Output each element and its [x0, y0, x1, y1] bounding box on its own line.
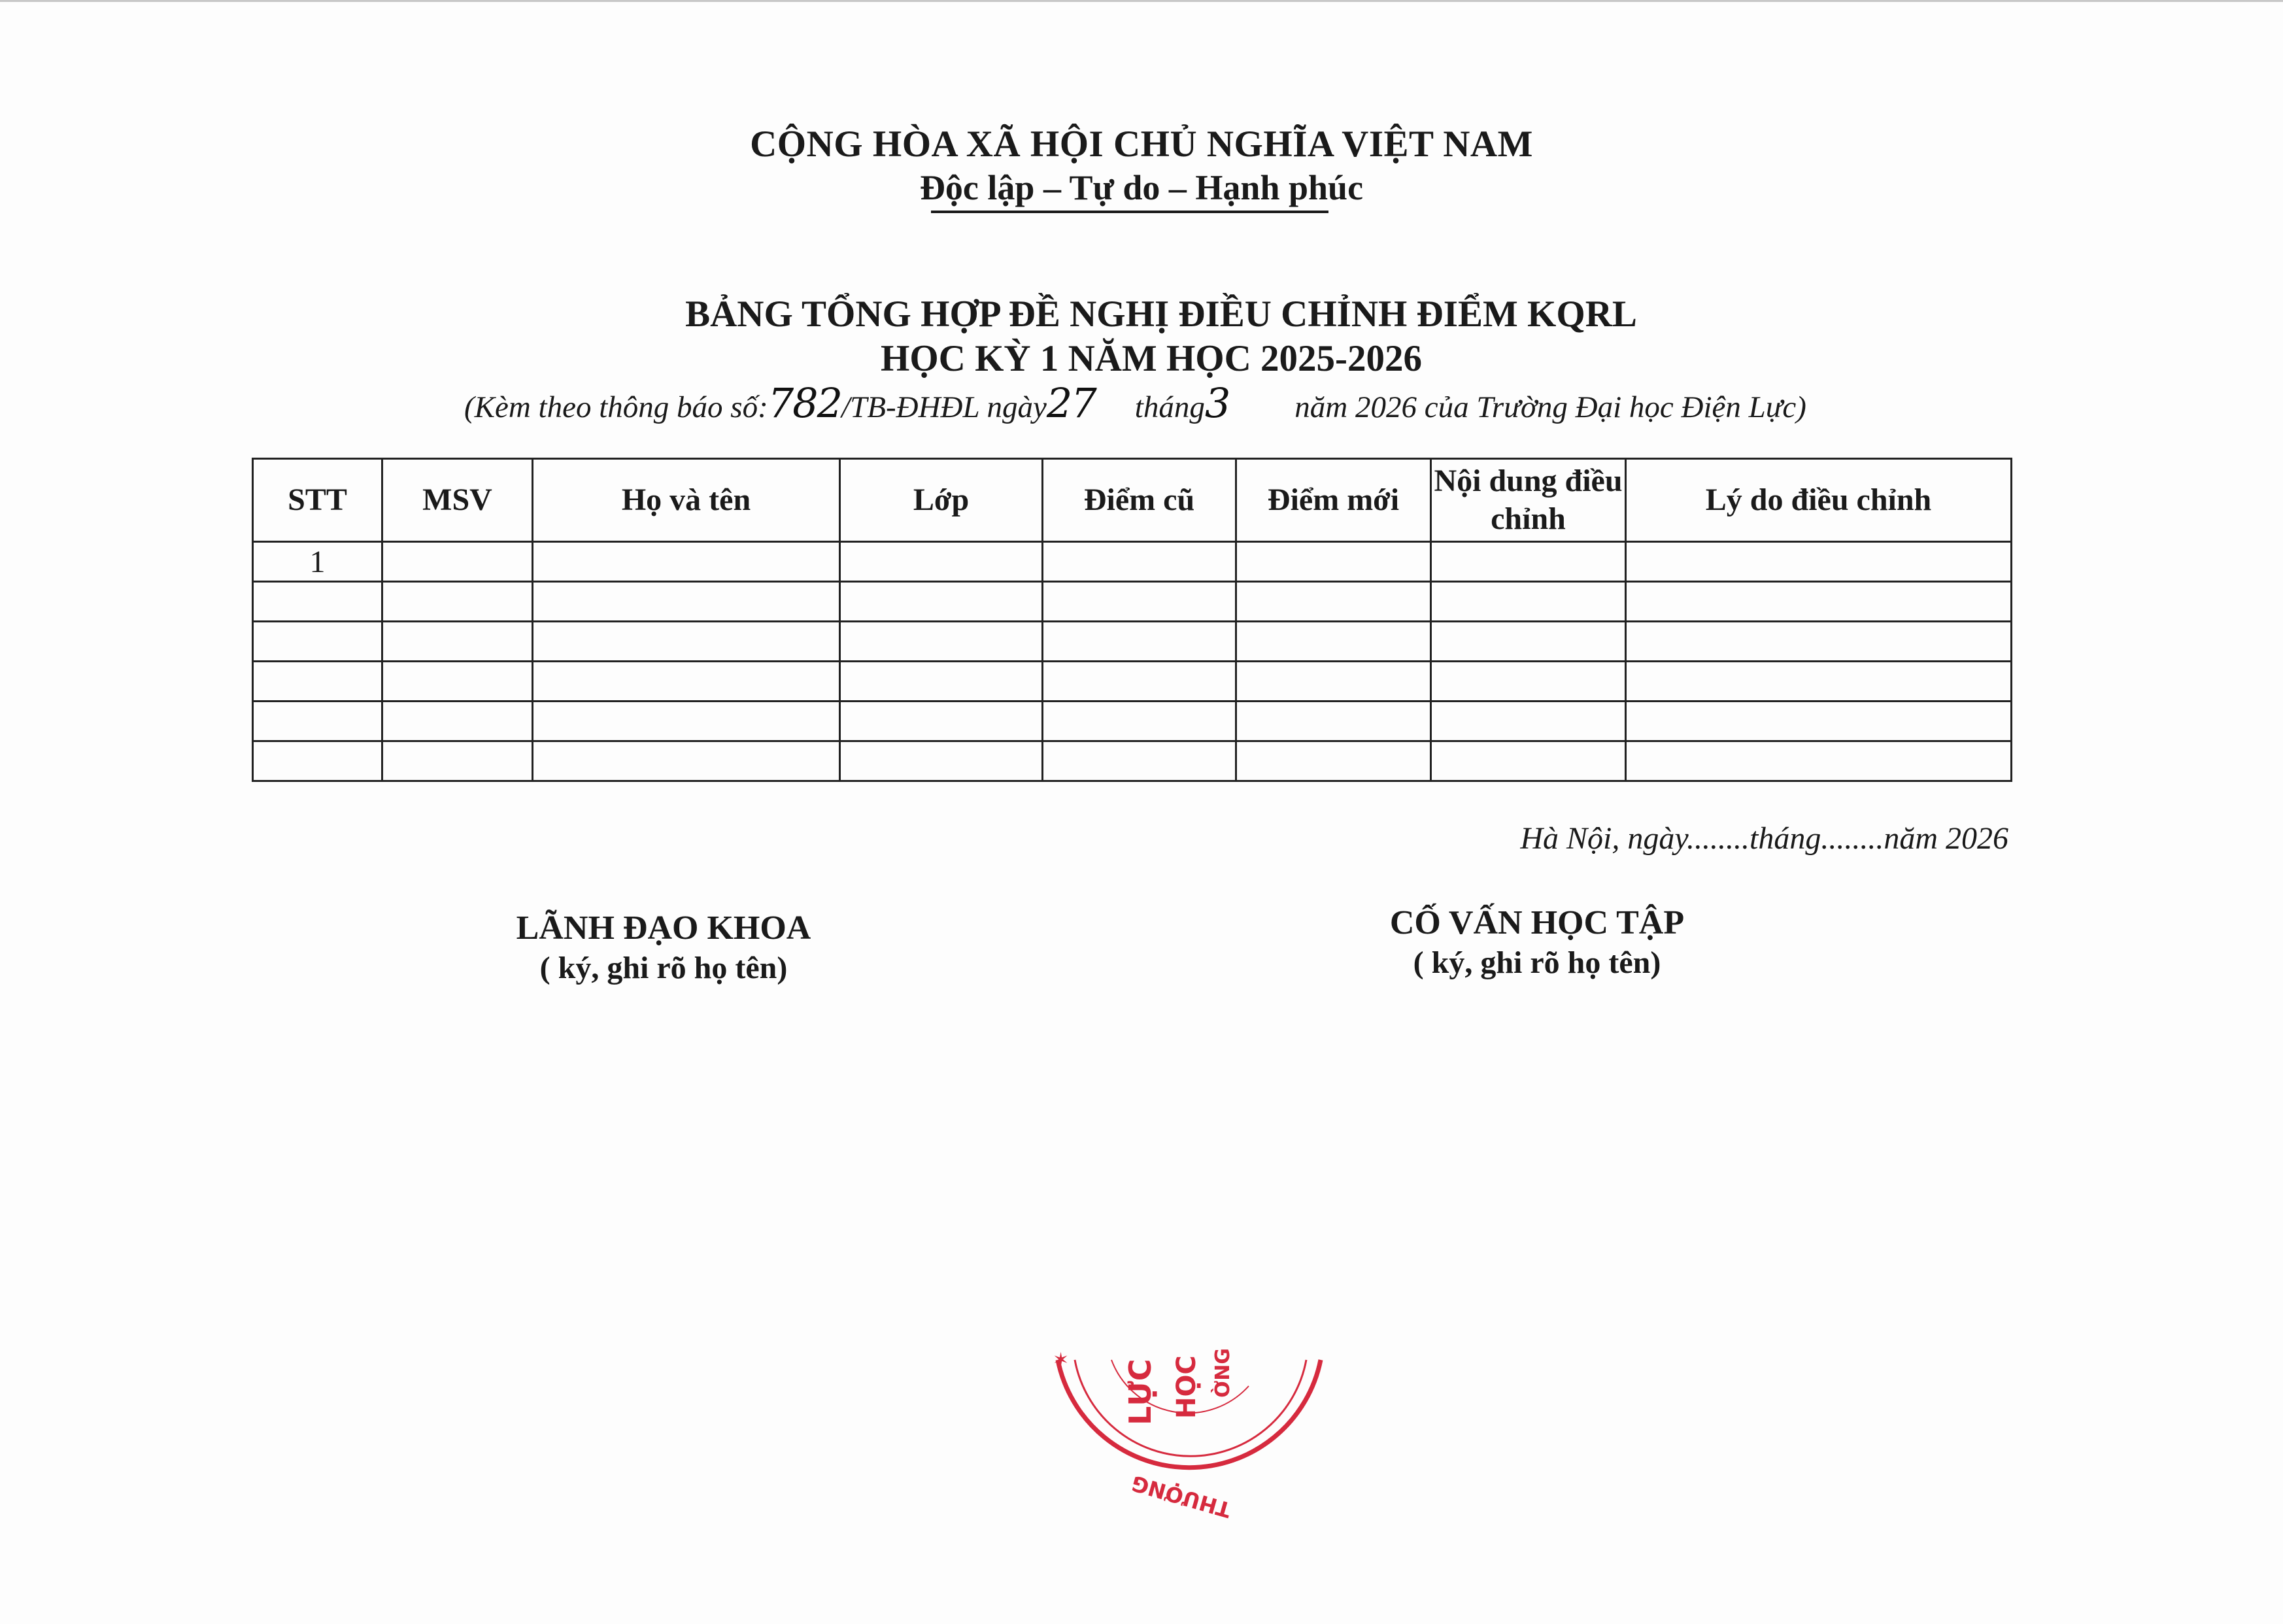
column-header: Lớp	[840, 459, 1043, 542]
table-cell	[1431, 702, 1626, 741]
table-cell	[382, 582, 533, 622]
table-cell	[533, 582, 840, 622]
table-cell	[533, 702, 840, 741]
handwritten-doc-number: 782	[768, 379, 842, 427]
table-cell	[533, 741, 840, 781]
table-cell	[1043, 662, 1236, 702]
national-motto: Độc lập – Tự do – Hạnh phúc	[919, 168, 1364, 207]
table-cell	[1236, 622, 1431, 662]
table-cell	[533, 542, 840, 582]
document-subtitle: HỌC KỲ 1 NĂM HỌC 2025-2026	[880, 338, 1423, 379]
table-cell	[840, 582, 1043, 622]
column-header: Họ và tên	[533, 459, 840, 542]
table-cell	[1236, 662, 1431, 702]
table-cell	[382, 542, 533, 582]
table-cell	[840, 542, 1043, 582]
seal-text-middle: LỰC	[1123, 1359, 1158, 1425]
svg-text:✶: ✶	[1053, 1349, 1070, 1372]
table-cell	[1431, 662, 1626, 702]
table-cell	[1431, 582, 1626, 622]
table-cell	[1236, 741, 1431, 781]
table-cell	[1626, 622, 2012, 662]
table-cell	[1043, 741, 1236, 781]
table-cell	[840, 702, 1043, 741]
table-cell	[840, 741, 1043, 781]
annex-reference	[464, 379, 1968, 427]
table-row	[253, 741, 2012, 781]
table-cell	[840, 662, 1043, 702]
table-cell	[382, 662, 533, 702]
table-row	[253, 622, 2012, 662]
table-cell	[840, 622, 1043, 662]
table-cell	[253, 582, 382, 622]
table-cell	[382, 741, 533, 781]
annex-doc-code: /TB-ĐHĐL ngày	[841, 390, 1047, 424]
table-cell	[1043, 622, 1236, 662]
faculty-leader-sign-note: ( ký, ghi rõ họ tên)	[539, 951, 788, 985]
table-cell	[1043, 582, 1236, 622]
table-cell	[1431, 542, 1626, 582]
document-title: BẢNG TỔNG HỢP ĐỀ NGHỊ ĐIỀU CHỈNH ĐIỂM KQRL	[685, 294, 1637, 335]
table-cell	[1431, 622, 1626, 662]
seal-text-upper: HỌC	[1172, 1355, 1202, 1419]
handwritten-day: 27	[1046, 379, 1096, 427]
table-row	[253, 702, 2012, 741]
adjustment-table	[252, 458, 2012, 782]
national-title: CỘNG HÒA XÃ HỘI CHỦ NGHĨA VIỆT NAM	[750, 124, 1533, 165]
table-cell	[533, 662, 840, 702]
seal-text-bottom: THƯỢNG	[1128, 1470, 1234, 1523]
handwritten-month: 3	[1204, 379, 1230, 427]
annex-prefix: (Kèm theo thông báo số:	[464, 390, 768, 424]
seal-text-right: ỜNG	[1211, 1348, 1234, 1398]
table-cell	[253, 702, 382, 741]
table-cell	[1626, 662, 2012, 702]
table-row	[253, 582, 2012, 622]
table-cell	[1626, 542, 2012, 582]
column-header: Điểm cũ	[1043, 459, 1236, 542]
column-header: Nội dung điều chỉnh	[1431, 459, 1626, 542]
motto-underline	[931, 211, 1328, 213]
red-seal-stamp	[1033, 1321, 1347, 1536]
table-cell	[1626, 741, 2012, 781]
table-cell	[1236, 542, 1431, 582]
table-cell	[253, 622, 382, 662]
column-header: Lý do điều chỉnh	[1626, 459, 2012, 542]
table-cell	[253, 741, 382, 781]
academic-advisor-sign-note: ( ký, ghi rõ họ tên)	[1413, 945, 1661, 980]
table-cell: 1	[253, 542, 382, 582]
table-cell	[533, 622, 840, 662]
faculty-leader-title: LÃNH ĐẠO KHOA	[516, 909, 811, 947]
table-cell	[382, 702, 533, 741]
annex-suffix: năm 2026 của Trường Đại học Điện Lực)	[1294, 390, 1806, 424]
column-header: Điểm mới	[1236, 459, 1431, 542]
annex-month-label: tháng	[1134, 390, 1205, 424]
table-cell	[1236, 582, 1431, 622]
table-row	[253, 662, 2012, 702]
table-cell	[1043, 542, 1236, 582]
table-cell	[1431, 741, 1626, 781]
table-cell	[253, 662, 382, 702]
academic-advisor-title: CỐ VẤN HỌC TẬP	[1389, 904, 1685, 941]
table-cell	[382, 622, 533, 662]
table-cell	[1043, 702, 1236, 741]
table-cell	[1626, 582, 2012, 622]
scan-edge	[0, 0, 2283, 2]
place-date-line: Hà Nội, ngày........tháng........năm 2026	[1520, 821, 2008, 856]
table-cell	[1236, 702, 1431, 741]
table-cell	[1626, 702, 2012, 741]
table-header-row	[253, 459, 2012, 542]
table-row	[253, 542, 2012, 582]
column-header: STT	[253, 459, 382, 542]
column-header: MSV	[382, 459, 533, 542]
